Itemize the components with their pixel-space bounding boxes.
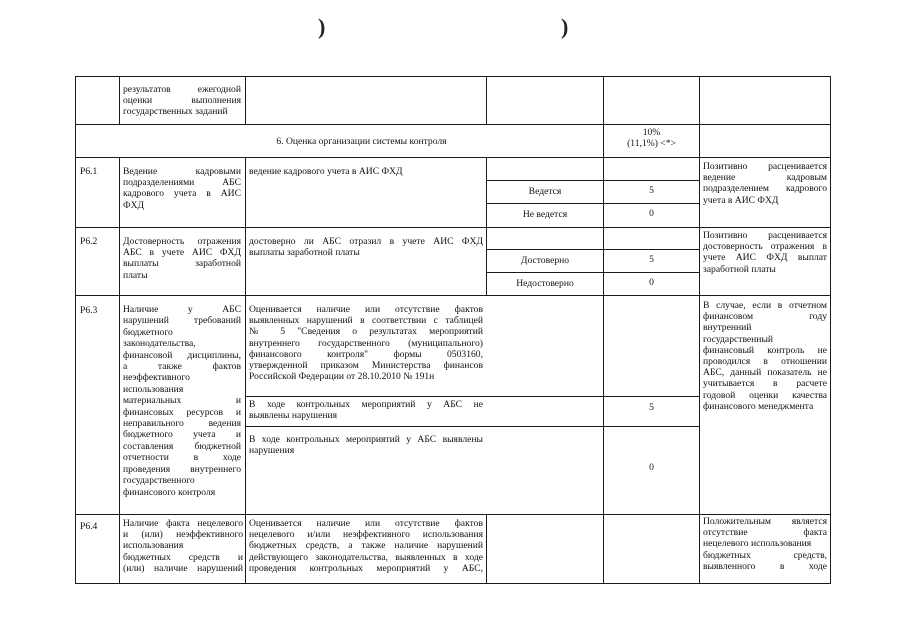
row-comment-line: ведение кадровым [703, 172, 827, 184]
option-score: 5 [649, 185, 654, 196]
row-name [123, 236, 241, 281]
row-comment-line: Позитивно расценивается [703, 230, 827, 241]
option-label: Ведется [528, 186, 562, 197]
option-label-line: В ходе контрольных мероприятий у АБС выявлены [249, 434, 483, 445]
row-comment-line: финансового менеджмента [703, 400, 814, 412]
row-comment-line: учете АИС ФХД выплат [703, 252, 827, 264]
row-name-line: бюджетного учета и [123, 429, 241, 441]
row-name-line: составления бюджетной [123, 440, 241, 452]
row-comment-line: достоверность отражения в [703, 241, 827, 253]
row-comment [703, 230, 827, 275]
row-description-line: внутреннего государственного (муниципального) [249, 337, 483, 349]
row-comment-line: годовой оценки качества [703, 389, 827, 401]
row-name-line: подразделениями АБС [123, 177, 241, 189]
row-comment-line: государственный [703, 333, 774, 345]
row-name [123, 166, 241, 211]
row-name-line: Наличие у АБС [123, 304, 241, 315]
row-code: Р6.4 [80, 521, 98, 532]
row-name-line: законодательства, [123, 338, 196, 350]
row-name-line: проведения внутреннего [123, 463, 241, 475]
row-name [123, 518, 243, 574]
row-comment-line: финансовом году [703, 311, 827, 323]
row-code: Р6.3 [80, 305, 98, 316]
row-name-line: и (или) неэффективного [123, 529, 243, 541]
row-comment-line: нецелевого использования [703, 538, 812, 550]
row-description-line: нецелевого и/или неэффективного использования [249, 529, 483, 541]
row-description [249, 236, 483, 258]
row-comment-line: бюджетных средств, [703, 549, 827, 561]
option-label [249, 434, 483, 456]
row-name-line: бюджетных средств и [123, 551, 243, 563]
row-comment [703, 161, 827, 206]
row-description-line: Оценивается наличие или отсутствие фактов [249, 304, 483, 315]
row-description-line: финансового контроля" формы 0503160, [249, 348, 483, 360]
row-description-line: выявленных нарушений в соответствии с таблицей [249, 315, 483, 327]
section-weight [604, 127, 699, 149]
row-code: Р6.2 [80, 236, 98, 247]
row-comment [703, 516, 827, 572]
row-name-line: использования [123, 540, 184, 552]
row-description-line: достоверно ли АБС отразил в учете АИС ФХД [249, 236, 483, 247]
row-description: ведение кадрового учета в АИС ФХД [249, 166, 403, 177]
option-label: Недостоверно [516, 278, 574, 289]
row-comment-line: Позитивно расценивается [703, 161, 827, 172]
row-name-line: ФХД [123, 199, 145, 211]
row-name-line: отчетности в ходе [123, 452, 241, 464]
row-comment-line: учета в АИС ФХД [703, 194, 779, 206]
row-description-line: выплаты заработной платы [249, 247, 360, 259]
row-name-line: бюджетного [123, 326, 173, 338]
option-score: 0 [649, 277, 654, 288]
row-comment-line: выявленного в ходе [703, 560, 827, 572]
row-name-line: финансового контроля [123, 486, 216, 498]
continued-criterion-line: результатов ежегодной [123, 84, 241, 95]
row-name-line: государственного [123, 475, 195, 487]
row-name-line: материальных и [123, 395, 241, 407]
row-name-line: кадрового учета в АИС [123, 188, 241, 200]
row-name-line: финансовой дисциплины, [123, 349, 241, 361]
option-label-line: выявлены нарушения [249, 410, 338, 422]
row-comment-line: заработной платы [703, 263, 776, 275]
row-description [249, 304, 483, 382]
row-description-line: бюджетных средств, а также наличие нарушений [249, 540, 483, 552]
option-label-line: нарушения [249, 445, 295, 457]
row-name-line: неэффективного [123, 372, 190, 384]
row-name-line: финансовых ресурсов и [123, 406, 241, 418]
row-comment [703, 300, 827, 412]
row-description [249, 518, 483, 574]
row-code: Р6.1 [80, 166, 98, 177]
row-comment-line: подразделением кадрового [703, 183, 827, 195]
continued-criterion [123, 84, 241, 118]
row-description-line: Российской Федерации от 28.10.2010 № 191н [249, 371, 435, 383]
option-score: 0 [649, 462, 654, 473]
row-name-line: нарушений требований [123, 315, 241, 327]
row-name-line: Наличие факта нецелевого [123, 518, 243, 529]
option-label-line: В ходе контрольных мероприятий у АБС не [249, 399, 483, 410]
row-comment-line: отсутствие факта [703, 527, 827, 539]
continued-criterion-line: государственных заданий [123, 106, 228, 118]
option-score: 5 [649, 402, 654, 413]
section-weight-percent: 10% [642, 127, 661, 138]
row-description-line: действующего законодательства, выявленных в ходе [249, 551, 483, 563]
row-name-line: АБС в учете АИС ФХД [123, 247, 241, 259]
option-label: Не ведется [522, 209, 568, 220]
option-label: Достоверно [520, 255, 570, 266]
row-comment-line: внутренний [703, 322, 752, 334]
row-name-line: а также фактов [123, 361, 241, 373]
option-score: 0 [649, 208, 654, 219]
row-name-line: Ведение кадровыми [123, 166, 241, 177]
row-name-line: (или) наличие нарушений [123, 562, 243, 574]
row-name-line: выплаты заработной [123, 258, 241, 270]
row-comment-line: Положительным является [703, 516, 827, 527]
row-name-line: платы [123, 269, 148, 281]
row-comment-line: учитывается в расчете [703, 378, 827, 390]
row-name [123, 304, 241, 498]
row-name-line: неправильного ведения [123, 418, 241, 430]
row-comment-line: АБС, данный показатель не [703, 367, 827, 379]
row-description-line: Оценивается наличие или отсутствие фактов [249, 518, 483, 529]
scan-mark-right: ) [561, 14, 569, 39]
continued-criterion-line: оценки выполнения [123, 95, 241, 107]
scan-mark-left: ) [318, 14, 326, 39]
row-name-line: использования [123, 383, 184, 395]
row-description-line: проведения контрольных мероприятий у АБС, [249, 562, 483, 574]
option-label [249, 399, 483, 421]
option-score: 5 [649, 254, 654, 265]
section-title: 6. Оценка организации системы контроля [276, 136, 447, 147]
section-weight-adjusted: (11,1%) <*> [627, 138, 676, 150]
row-comment-line: проводился в отношении [703, 356, 827, 368]
row-name-line: Достоверность отражения [123, 236, 241, 247]
row-comment-line: В случае, если в отчетном [703, 300, 827, 311]
row-description-line: № 5 "Сведения о результатах мероприятий [249, 326, 483, 338]
row-comment-line: финансовый контроль не [703, 344, 827, 356]
row-description-line: утвержденной приказом Министерства финансов [249, 360, 483, 372]
